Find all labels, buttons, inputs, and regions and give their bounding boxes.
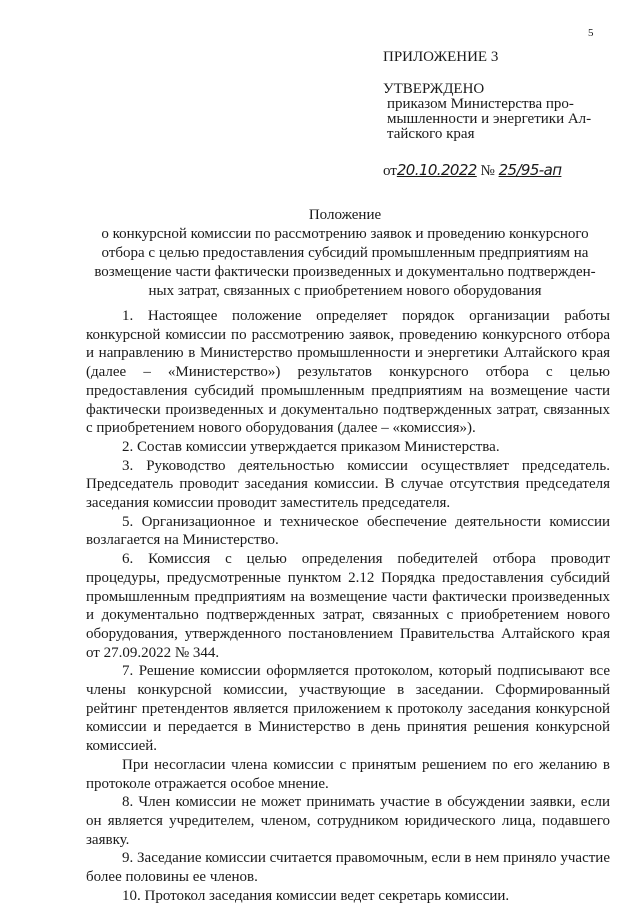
paragraph: 6. Комиссия с целью определения победителей отбора проводит процедуры, предусмотренные пунктом 2.12 Порядка предоставления субсидий промышленным предприятиям на возмещение части фактически произведенных и документально подтвержденных затрат, связанных с приобретением нового оборудования, утвержденного постановлением Правительства Алтайского края от 27.09.2022 № 344. <box>86 551 610 661</box>
paragraph: 7. Решение комиссии оформляется протоколом, который подписывают все члены конкурсной комиссии, участвующие в заседании. Сформированный рейтинг претендентов является приложением к протоколу заседания конкурсной комиссии и передается в Министерство в день принятия решения конкурсной комиссией. <box>86 663 610 755</box>
paragraph: 9. Заседание комиссии считается правомочным, если в нем приняло участие более половины ее членов. <box>86 850 610 886</box>
heading-line: ных затрат, связанных с приобретением нового оборудования <box>148 283 542 299</box>
paragraph: При несогласии члена комиссии с принятым решением по его желанию в протоколе отражается особое мнение. <box>86 756 610 792</box>
document-body <box>86 307 610 906</box>
paragraph: 8. Член комиссии не может принимать участие в обсуждении заявки, если он является учредителем, членом, сотрудником юридического лица, подавшего заявку. <box>86 794 610 848</box>
document-heading <box>80 206 610 301</box>
heading-line: о конкурсной комиссии по рассмотрению заявок и проведению конкурсного <box>101 226 589 242</box>
order-number-prefix: № <box>480 163 495 179</box>
appendix-title: ПРИЛОЖЕНИЕ 3 <box>383 49 499 65</box>
paragraph: 1. Настоящее положение определяет порядок организации работы конкурсной комиссии по рассмотрению заявок, проведению конкурсного отбора и направлению в Министерство промышленности и энергетики Алтайского края (далее – «Министерство») результатов конкурсного отбора с целью предоставления субсидий промышленным предприятиям на возмещение части фактически произведенных и документально подтвержденных затрат, связанных с приобретением нового оборудования (далее – «комиссия»). <box>86 308 610 437</box>
heading-line: возмещение части фактически произведенных и документально подтвержден- <box>94 264 596 280</box>
order-date-prefix: от <box>383 163 397 179</box>
heading-line: отбора с целью предоставления субсидий промышленным предприятиям на <box>101 245 589 261</box>
order-date: 20.10.2022 <box>396 161 477 179</box>
order-line: мышленности и энергетики Ал- <box>387 111 592 127</box>
order-line: приказом Министерства про- <box>387 96 574 112</box>
paragraph: 5. Организационное и техническое обеспечение деятельности комиссии возлагается на Министерство. <box>86 513 610 549</box>
paragraph: 10. Протокол заседания комиссии ведет секретарь комиссии. <box>122 887 510 904</box>
approved-label: УТВЕРЖДЕНО <box>383 81 485 97</box>
paragraph: 3. Руководство деятельностью комиссии осуществляет председатель. Председатель проводит заседания комиссии. В случае отсутствия председателя заседания комиссии проводит заместитель председателя. <box>86 457 610 512</box>
order-reference <box>383 163 623 179</box>
approval-block <box>383 50 623 179</box>
paragraph: 2. Состав комиссии утверждается приказом Министерства. <box>122 438 500 455</box>
heading-title: Положение <box>308 207 382 223</box>
order-line: тайского края <box>387 126 475 142</box>
page-number: 5 <box>588 27 594 39</box>
order-number: 25/95-ап <box>498 161 562 179</box>
